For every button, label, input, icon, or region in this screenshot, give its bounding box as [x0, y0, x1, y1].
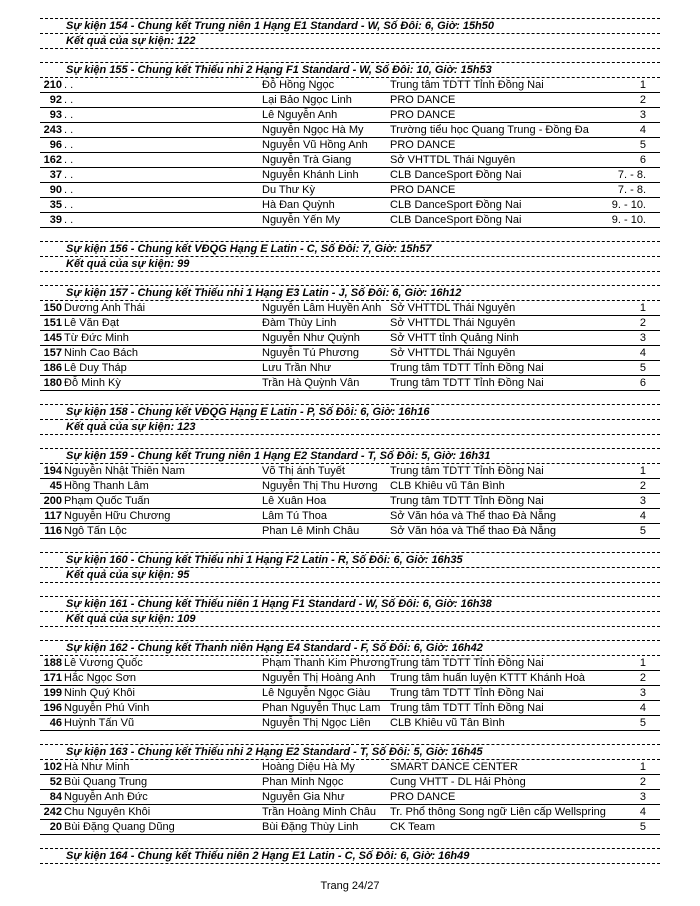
club-name: Trung tâm TDTT Tỉnh Đồng Nai	[390, 362, 544, 374]
club-name: Sở VHTTDL Thái Nguyên	[390, 347, 516, 359]
placement: 4	[639, 510, 646, 522]
club-name: Tr. Phổ thông Song ngữ Liên cấp Wellspring	[390, 806, 606, 818]
couple-number: 243	[43, 124, 62, 136]
partner-2-name: Nguyễn Trà Giang	[262, 154, 352, 166]
placement: 6	[639, 154, 646, 166]
partner-2-name: Lê Nguyễn Ngọc Giàu	[262, 687, 371, 699]
placement: 2	[639, 480, 646, 492]
club-name: SMART DANCE CENTER	[390, 761, 518, 773]
table-row	[40, 716, 660, 731]
partner-1-name: Nguyễn Anh Đức	[64, 791, 148, 803]
partner-1-name: Hồng Thanh Lâm	[64, 480, 149, 492]
partner-1-name: . .	[64, 139, 74, 151]
table-row	[40, 524, 660, 539]
partner-2-name: Lại Bảo Ngọc Linh	[262, 94, 352, 106]
event-result: Kết quả của sự kiện: 95	[66, 569, 190, 581]
couple-number: 210	[43, 79, 62, 91]
partner-2-name: Trần Hoàng Minh Châu	[262, 806, 376, 818]
club-name: Sở VHTTDL Thái Nguyên	[390, 154, 516, 166]
placement: 5	[639, 717, 646, 729]
event-block	[40, 435, 660, 539]
partner-2-name: Đỗ Hồng Ngọc	[262, 79, 335, 91]
partner-1-name: Huỳnh Tấn Vũ	[64, 717, 135, 729]
partner-2-name: Phan Lê Minh Châu	[262, 525, 360, 537]
partner-1-name: Bùi Quang Trung	[64, 776, 148, 788]
partner-1-name: Lê Vương Quốc	[64, 657, 143, 669]
couple-number: 45	[49, 480, 62, 492]
club-name: CLB Khiêu vũ Tân Bình	[390, 480, 505, 492]
couple-number: 145	[43, 332, 62, 344]
table-row	[40, 479, 660, 494]
event-title: Sự kiện 156 - Chung kết VĐQG Hạng E Latin - C, Số Đôi: 7, Giờ: 15h57	[66, 243, 432, 255]
event-gap	[40, 49, 660, 62]
event-title: Sự kiện 158 - Chung kết VĐQG Hạng E Latin - P, Số Đôi: 6, Giờ: 16h16	[66, 406, 430, 418]
couple-number: 93	[49, 109, 62, 121]
event-gap	[40, 539, 660, 552]
placement: 5	[639, 362, 646, 374]
placement: 9. - 10.	[611, 214, 646, 226]
club-name: Trung tâm TDTT Tỉnh Đồng Nai	[390, 465, 544, 477]
event-block	[40, 228, 660, 272]
event-gap	[40, 627, 660, 640]
table-row	[40, 671, 660, 686]
event-gap	[40, 731, 660, 744]
placement: 5	[639, 821, 646, 833]
club-name: Sở VHTTDL Thái Nguyên	[390, 302, 516, 314]
placement: 1	[639, 79, 646, 91]
couple-number: 20	[49, 821, 62, 833]
placement: 1	[639, 761, 646, 773]
event-title: Sự kiện 154 - Chung kết Trung niên 1 Hạng E1 Standard - W, Số Đôi: 6, Giờ: 15h50	[66, 20, 495, 32]
partner-2-name: Du Thư Kỳ	[262, 184, 316, 196]
couple-number: 150	[43, 302, 62, 314]
table-row	[40, 93, 660, 108]
event-gap	[40, 435, 660, 448]
table-row	[40, 168, 660, 183]
event-title: Sự kiện 163 - Chung kết Thiếu nhi 2 Hạng E2 Standard - T, Số Đôi: 5, Giờ: 16h45	[66, 746, 483, 758]
placement: 1	[639, 657, 646, 669]
table-row	[40, 820, 660, 835]
couple-number: 242	[43, 806, 62, 818]
event-title: Sự kiện 162 - Chung kết Thanh niên Hạng E4 Standard - F, Số Đôi: 6, Giờ: 16h42	[66, 642, 483, 654]
couple-number: 200	[43, 495, 62, 507]
couple-number: 116	[44, 525, 62, 537]
placement: 3	[639, 109, 646, 121]
placement: 1	[639, 302, 646, 314]
table-row	[40, 464, 660, 479]
results-document	[40, 18, 660, 864]
couple-number: 90	[49, 184, 62, 196]
partner-2-name: Nguyễn Ngọc Hà My	[262, 124, 364, 136]
event-block	[40, 583, 660, 627]
partner-1-name: Ninh Cao Bách	[64, 347, 138, 359]
event-block	[40, 18, 660, 49]
event-block	[40, 835, 660, 864]
partner-2-name: Phạm Thanh Kim Phương	[262, 657, 390, 669]
partner-2-name: Nguyễn Khánh Linh	[262, 169, 359, 181]
club-name: CK Team	[390, 821, 436, 833]
partner-1-name: Chu Nguyên Khôi	[64, 806, 151, 818]
event-gap	[40, 583, 660, 596]
placement: 4	[639, 124, 646, 136]
couple-number: 92	[49, 94, 62, 106]
placement: 7. - 8.	[617, 169, 646, 181]
partner-2-name: Lâm Tú Thoa	[262, 510, 328, 522]
club-name: CLB Khiêu vũ Tân Bình	[390, 717, 505, 729]
event-title: Sự kiện 164 - Chung kết Thiếu niên 2 Hạng E1 Latin - C, Số Đôi: 6, Giờ: 16h49	[66, 850, 470, 862]
table-row	[40, 805, 660, 820]
couple-number: 196	[43, 702, 62, 714]
partner-2-name: Nguyễn Thị Ngọc Liên	[262, 717, 371, 729]
club-name: Sở VHTT tỉnh Quảng Ninh	[390, 332, 519, 344]
partner-1-name: . .	[64, 199, 74, 211]
couple-number: 35	[49, 199, 62, 211]
event-result: Kết quả của sự kiện: 99	[66, 258, 190, 270]
table-row	[40, 213, 660, 228]
partner-1-name: . .	[64, 184, 74, 196]
partner-1-name: Lê Duy Tháp	[64, 362, 127, 374]
placement: 3	[639, 791, 646, 803]
table-row	[40, 775, 660, 790]
table-row	[40, 494, 660, 509]
partner-2-name: Nguyễn Vũ Hồng Anh	[262, 139, 368, 151]
table-row	[40, 123, 660, 138]
club-name: CLB DanceSport Đồng Nai	[390, 169, 522, 181]
event-gap	[40, 835, 660, 848]
placement: 7. - 8.	[617, 184, 646, 196]
table-row	[40, 138, 660, 153]
partner-2-name: Hà Đan Quỳnh	[262, 199, 335, 211]
table-row	[40, 376, 660, 391]
couple-number: 96	[49, 139, 62, 151]
event-result: Kết quả của sự kiện: 109	[66, 613, 196, 625]
club-name: CLB DanceSport Đồng Nai	[390, 199, 522, 211]
event-title: Sự kiện 161 - Chung kết Thiếu niên 1 Hạng F1 Standard - W, Số Đôi: 6, Giờ: 16h38	[66, 598, 492, 610]
partner-1-name: Bùi Đặng Quang Dũng	[64, 821, 175, 833]
table-row	[40, 301, 660, 316]
club-name: Cung VHTT - DL Hải Phòng	[390, 776, 526, 788]
table-row	[40, 509, 660, 524]
couple-number: 157	[43, 347, 62, 359]
club-name: Trung tâm TDTT Tỉnh Đồng Nai	[390, 79, 544, 91]
partner-1-name: Nguyễn Nhật Thiên Nam	[64, 465, 185, 477]
partner-2-name: Hoàng Diệu Hà My	[262, 761, 355, 773]
club-name: Trung tâm TDTT Tỉnh Đồng Nai	[390, 495, 544, 507]
dashed-divider	[40, 863, 660, 864]
partner-1-name: Từ Đức Minh	[64, 332, 129, 344]
couple-number: 171	[43, 672, 62, 684]
couple-number: 186	[43, 362, 62, 374]
partner-2-name: Bùi Đặng Thùy Linh	[262, 821, 359, 833]
partner-1-name: Ninh Quý Khôi	[64, 687, 135, 699]
partner-2-name: Phan Minh Ngọc	[262, 776, 344, 788]
placement: 9. - 10.	[611, 199, 646, 211]
partner-1-name: Nguyễn Hữu Chương	[64, 510, 171, 522]
event-result: Kết quả của sự kiện: 122	[66, 35, 196, 47]
couple-number: 194	[43, 465, 62, 477]
event-block	[40, 539, 660, 583]
partner-1-name: . .	[64, 154, 74, 166]
event-block	[40, 627, 660, 731]
event-gap	[40, 272, 660, 285]
couple-number: 37	[49, 169, 62, 181]
event-title: Sự kiện 159 - Chung kết Trung niên 1 Hạng E2 Standard - T, Số Đôi: 5, Giờ: 16h31	[66, 450, 491, 462]
partner-1-name: . .	[64, 169, 74, 181]
placement: 5	[639, 525, 646, 537]
club-name: Trung tâm TDTT Tỉnh Đồng Nai	[390, 687, 544, 699]
table-row	[40, 108, 660, 123]
table-row	[40, 346, 660, 361]
partner-1-name: Lê Văn Đạt	[64, 317, 120, 329]
club-name: Trung tâm TDTT Tỉnh Đồng Nai	[390, 657, 544, 669]
placement: 4	[639, 347, 646, 359]
partner-2-name: Lưu Trần Như	[262, 362, 332, 374]
partner-1-name: . .	[64, 214, 74, 226]
partner-1-name: Dương Anh Thái	[64, 302, 146, 314]
couple-number: 151	[43, 317, 62, 329]
club-name: PRO DANCE	[390, 184, 456, 196]
partner-2-name: Phan Nguyễn Thục Lam	[262, 702, 381, 714]
partner-2-name: Lê Xuân Hoa	[262, 495, 327, 507]
partner-1-name: . .	[64, 79, 74, 91]
table-row	[40, 331, 660, 346]
event-block	[40, 731, 660, 835]
couple-number: 46	[49, 717, 62, 729]
couple-number: 188	[43, 657, 62, 669]
partner-1-name: . .	[64, 109, 74, 121]
table-row	[40, 656, 660, 671]
partner-2-name: Võ Thị ánh Tuyết	[262, 465, 345, 477]
club-name: Sở VHTTDL Thái Nguyên	[390, 317, 516, 329]
club-name: PRO DANCE	[390, 139, 456, 151]
page-number: Trang 24/27	[320, 880, 380, 892]
table-row	[40, 790, 660, 805]
placement: 2	[639, 317, 646, 329]
placement: 4	[639, 806, 646, 818]
club-name: PRO DANCE	[390, 94, 456, 106]
table-row	[40, 78, 660, 93]
couple-number: 162	[43, 154, 62, 166]
partner-2-name: Nguyễn Như Quỳnh	[262, 332, 360, 344]
event-title: Sự kiện 157 - Chung kết Thiếu nhi 1 Hạng E3 Latin - J, Số Đôi: 6, Giờ: 16h12	[66, 287, 462, 299]
placement: 4	[639, 702, 646, 714]
partner-2-name: Nguyễn Gia Như	[262, 791, 345, 803]
club-name: Trung tâm TDTT Tỉnh Đồng Nai	[390, 702, 544, 714]
event-block	[40, 272, 660, 391]
placement: 5	[639, 139, 646, 151]
partner-2-name: Lê Nguyễn Anh	[262, 109, 338, 121]
placement: 6	[639, 377, 646, 389]
couple-number: 199	[43, 687, 62, 699]
placement: 3	[639, 495, 646, 507]
club-name: Sở Văn hóa và Thể thao Đà Nẵng	[390, 510, 557, 522]
couple-number: 117	[44, 510, 62, 522]
partner-2-name: Nguyễn Thị Thu Hương	[262, 480, 378, 492]
placement: 3	[639, 332, 646, 344]
partner-1-name: Hắc Ngọc Sơn	[64, 672, 137, 684]
event-block	[40, 49, 660, 228]
couple-number: 102	[43, 761, 62, 773]
club-name: PRO DANCE	[390, 791, 456, 803]
club-name: Trường tiểu học Quang Trung - Đồng Đa	[390, 124, 589, 136]
event-gap	[40, 228, 660, 241]
table-row	[40, 153, 660, 168]
partner-2-name: Trần Hà Quỳnh Vân	[262, 377, 360, 389]
partner-1-name: . .	[64, 124, 74, 136]
event-title: Sự kiện 155 - Chung kết Thiếu nhi 2 Hạng F1 Standard - W, Số Đôi: 10, Giờ: 15h53	[66, 64, 492, 76]
partner-1-name: Ngô Tấn Lộc	[64, 525, 127, 537]
event-result: Kết quả của sự kiện: 123	[66, 421, 196, 433]
placement: 2	[639, 94, 646, 106]
club-name: CLB DanceSport Đồng Nai	[390, 214, 522, 226]
table-row	[40, 760, 660, 775]
event-block	[40, 391, 660, 435]
partner-1-name: . .	[64, 94, 74, 106]
table-row	[40, 183, 660, 198]
partner-2-name: Nguyễn Yến My	[262, 214, 341, 226]
event-gap	[40, 391, 660, 404]
partner-2-name: Đàm Thùy Linh	[262, 317, 337, 329]
table-row	[40, 361, 660, 376]
placement: 2	[639, 776, 646, 788]
partner-1-name: Hà Như Minh	[64, 761, 130, 773]
table-row	[40, 686, 660, 701]
couple-number: 84	[49, 791, 62, 803]
partner-2-name: Nguyễn Lâm Huyền Anh	[262, 302, 382, 314]
couple-number: 39	[49, 214, 62, 226]
table-row	[40, 198, 660, 213]
club-name: Sở Văn hóa và Thể thao Đà Nẵng	[390, 525, 557, 537]
couple-number: 52	[49, 776, 62, 788]
table-row	[40, 701, 660, 716]
placement: 3	[639, 687, 646, 699]
placement: 2	[639, 672, 646, 684]
club-name: PRO DANCE	[390, 109, 456, 121]
placement: 1	[639, 465, 646, 477]
couple-number: 180	[43, 377, 62, 389]
event-title: Sự kiện 160 - Chung kết Thiếu nhi 1 Hạng F2 Latin - R, Số Đôi: 6, Giờ: 16h35	[66, 554, 463, 566]
partner-1-name: Đỗ Minh Kỳ	[64, 377, 121, 389]
club-name: Trung tâm huấn luyện KTTT Khánh Hoà	[390, 672, 586, 684]
club-name: Trung tâm TDTT Tỉnh Đồng Nai	[390, 377, 544, 389]
table-row	[40, 316, 660, 331]
partner-2-name: Nguyễn Thị Hoàng Anh	[262, 672, 376, 684]
partner-2-name: Nguyễn Tú Phương	[262, 347, 359, 359]
partner-1-name: Phạm Quốc Tuấn	[64, 495, 150, 507]
partner-1-name: Nguyễn Phú Vinh	[64, 702, 150, 714]
